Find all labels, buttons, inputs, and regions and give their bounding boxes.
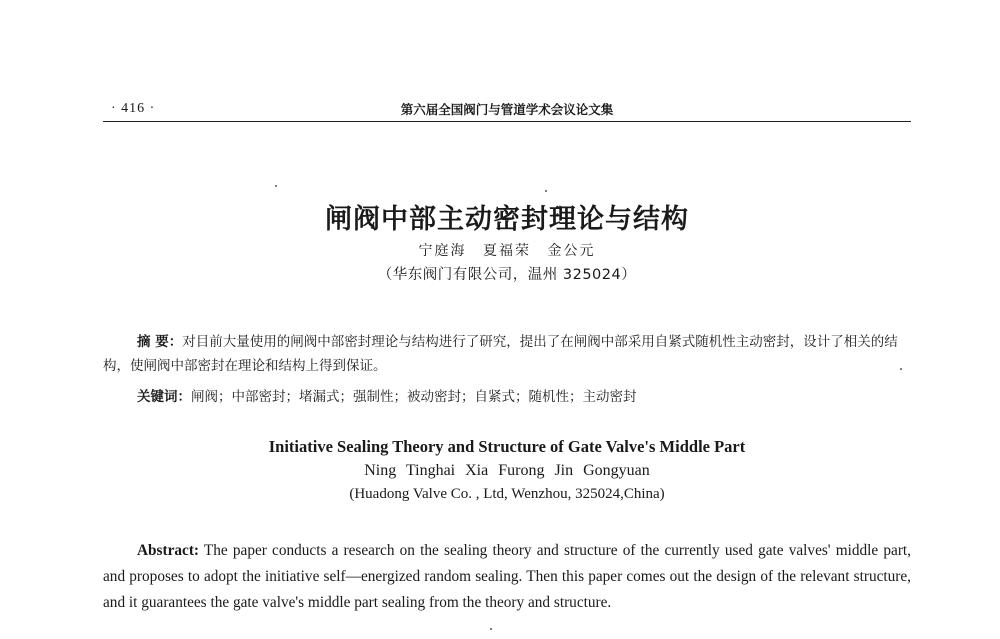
abstract-cn xyxy=(103,330,911,378)
abstract-en xyxy=(103,538,911,616)
abstract-cn-text: 对目前大量使用的闸阀中部密封理论与结构进行了研究，提出了在闸阀中部采用自紧式随机性主动密封，设计了相关的结构，使闸阀中部密封在理论和结构上得到保证。 xyxy=(103,334,898,374)
paper-title-en: Initiative Sealing Theory and Structure of Gate Valve's Middle Part xyxy=(268,437,746,456)
page-header xyxy=(103,99,911,122)
scan-speck xyxy=(490,628,492,630)
authors-cn: 宁庭海 夏福荣 金公元 xyxy=(418,243,596,259)
authors-en: Ning Tinghai Xia Furong Jin Gongyuan xyxy=(364,462,650,479)
abstract-en-text: The paper conducts a research on the sealing theory and structure of the currently used gate valves' middle part, and proposes to adopt the initiative self—energized random sealing. Then this paper comes out the design of the relevant structure, and it guarantees the gate valve's middle part sealing from the theory and structure. xyxy=(103,542,911,611)
keywords-cn-text: 闸阀；中部密封；堵漏式；强制性；被动密封；自紧式；随机性；主动密封 xyxy=(191,389,637,405)
abstract-en-label: Abstract: xyxy=(137,542,200,559)
keywords-cn-label: 关键词： xyxy=(137,389,191,405)
abstract-cn-label: 摘 要： xyxy=(137,334,183,350)
scan-speck xyxy=(545,190,547,192)
affiliation-cn: （华东阀门有限公司，温州 325024） xyxy=(377,267,637,283)
keywords-cn xyxy=(137,385,911,409)
page-number: · 416 · xyxy=(111,101,156,116)
journal-title: 第六届全国阀门与管道学术会议论文集 xyxy=(400,102,614,117)
paper-title-cn: 闸阀中部主动密封理论与结构 xyxy=(325,204,689,235)
scan-speck xyxy=(275,185,277,187)
scan-speck xyxy=(900,368,902,370)
affiliation-en: (Huadong Valve Co. , Ltd, Wenzhou, 325024,China) xyxy=(349,486,665,502)
